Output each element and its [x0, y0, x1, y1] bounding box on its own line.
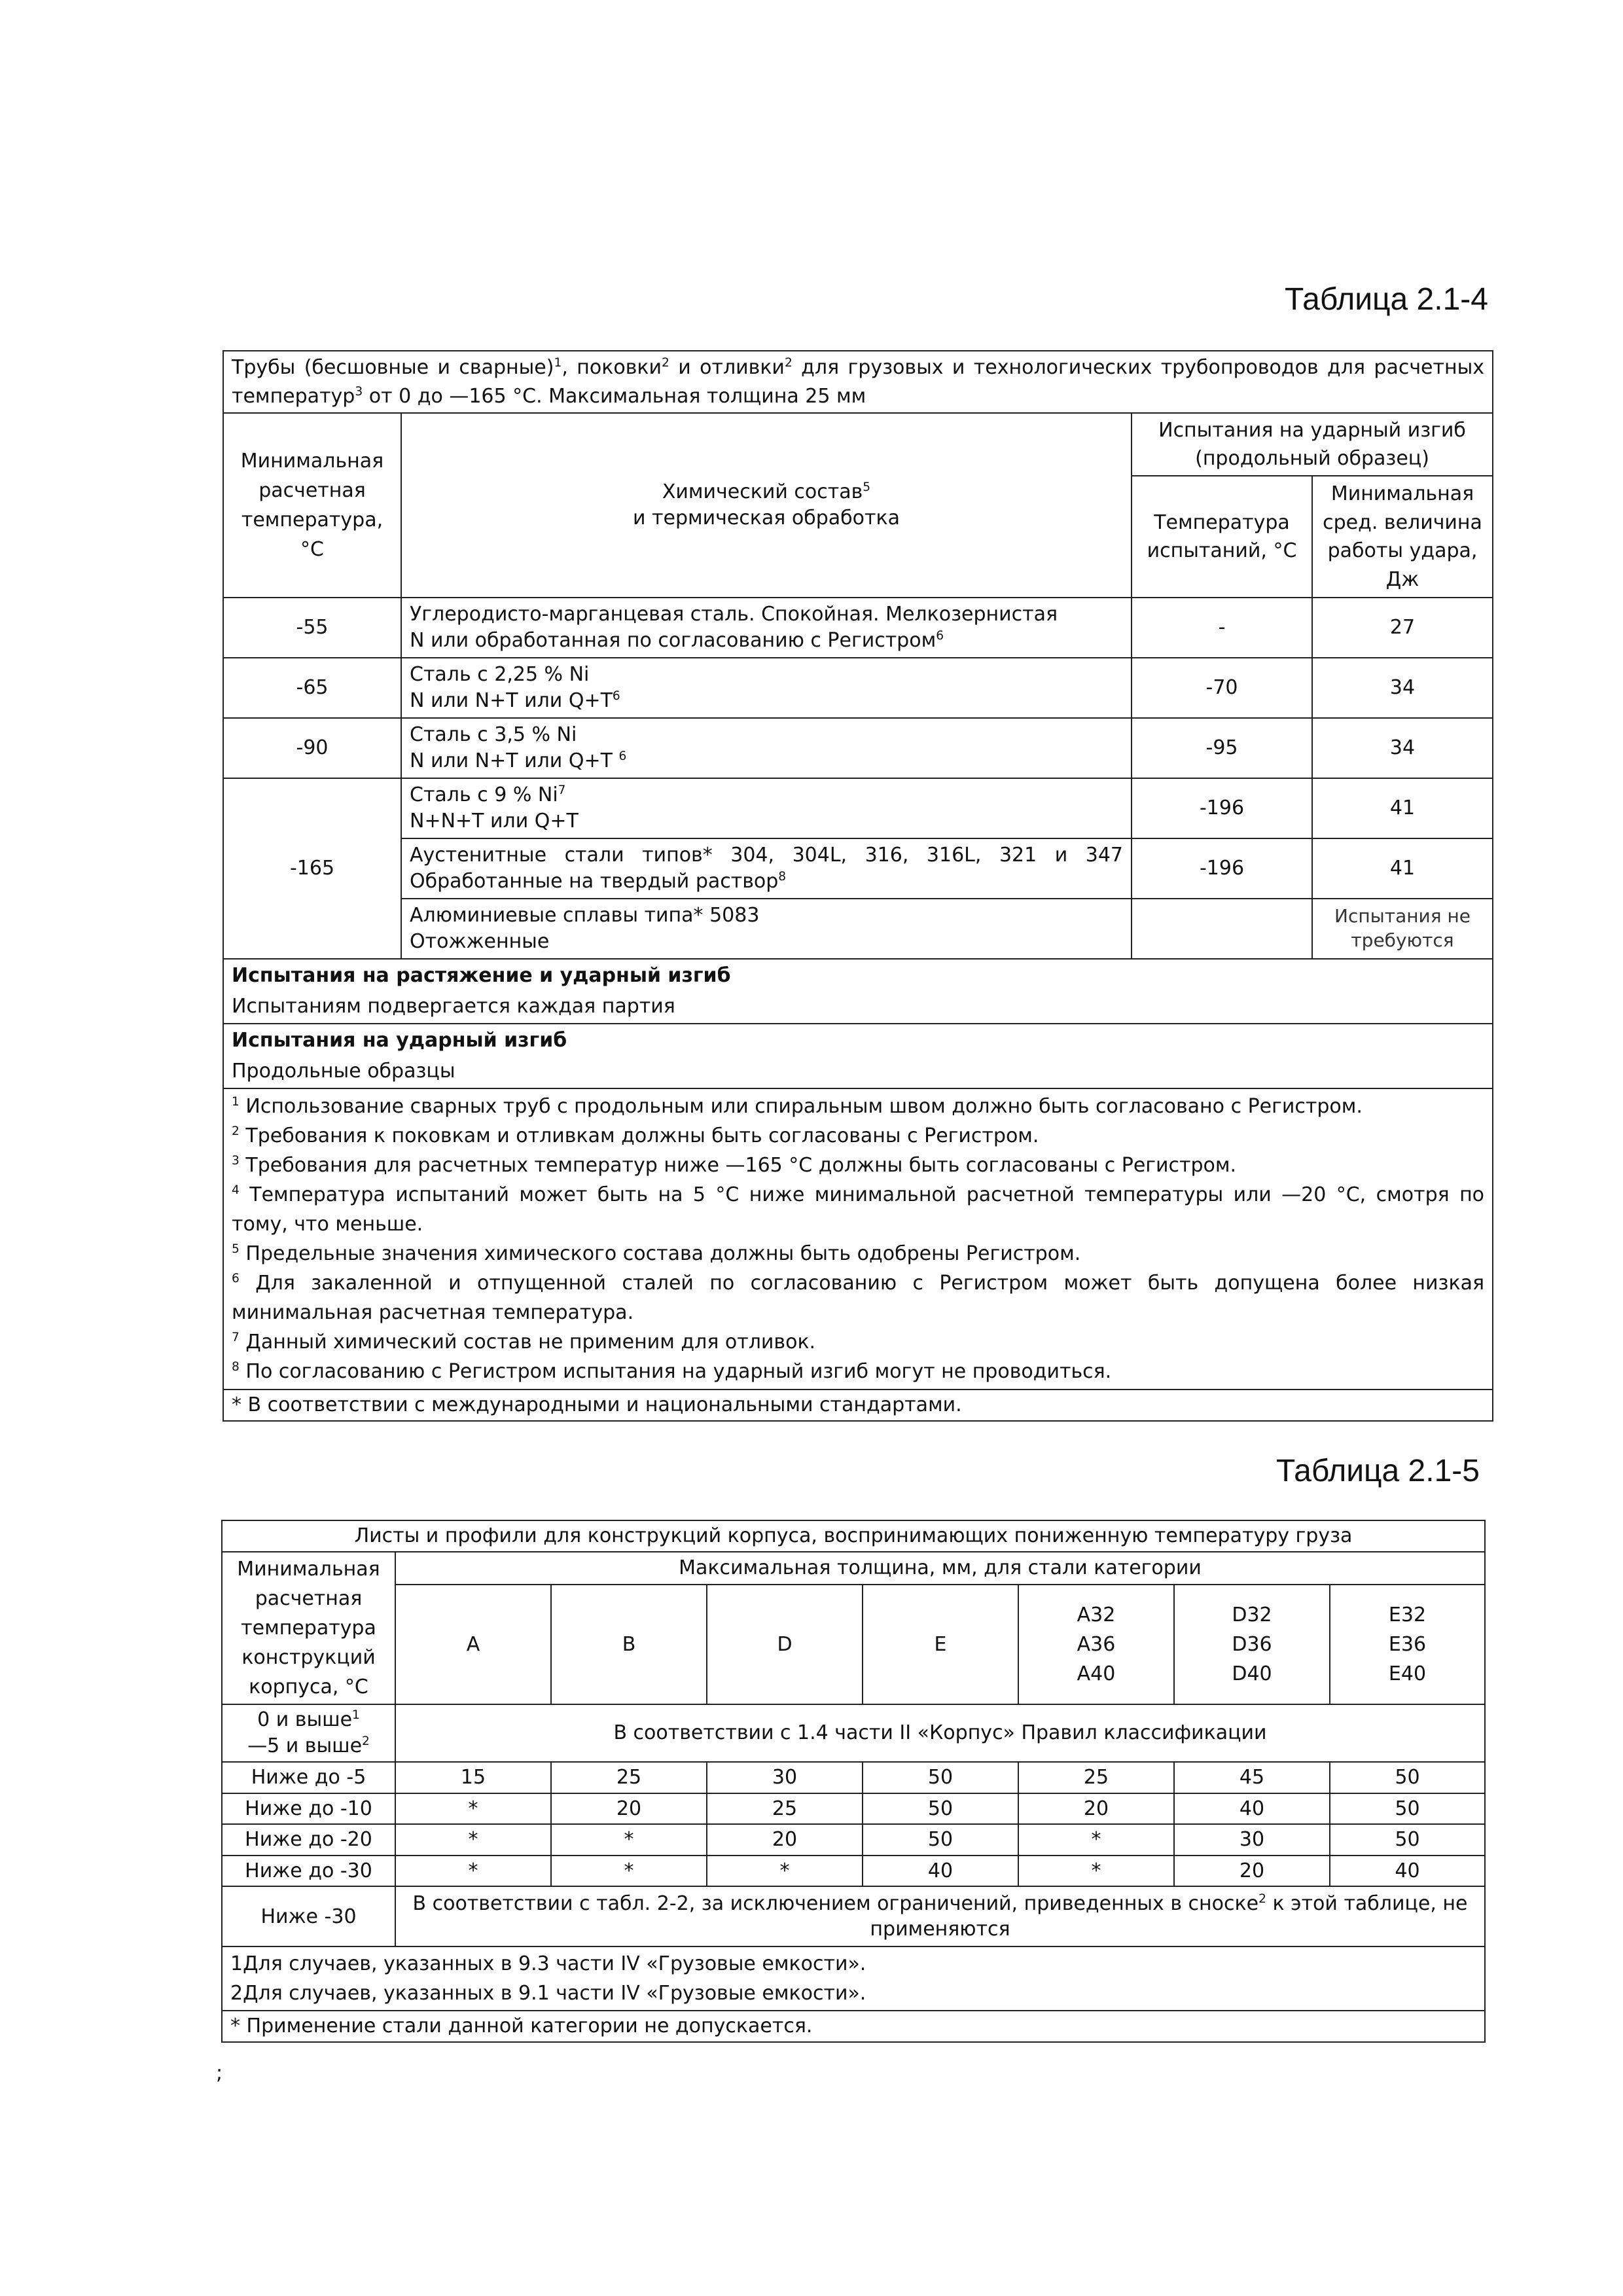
footnote: $^8$ По согласованию с Регистром испытания на ударный изгиб могут не проводиться.: [232, 1360, 1112, 1383]
star-note: * В соответствии с международными и национальными стандартами.: [223, 1390, 1493, 1421]
stray-mark: ;: [216, 2062, 223, 2085]
impact-header: Испытания на ударный изгиб (продольный образец): [1132, 413, 1493, 476]
test-temp-header: Температура испытаний, °С: [1132, 476, 1312, 598]
table-title-row: [223, 351, 1493, 413]
footnote: 2Для случаев, указанных в 9.1 части IV «Грузовые емкости».: [230, 1982, 866, 2005]
table-2-1-4: [223, 350, 1493, 1422]
table-2-1-5-caption: Таблица 2.1-5: [1276, 1454, 1480, 1488]
chem-header: Химический состав$^5$ и термическая обработка: [401, 413, 1132, 598]
footnote: $^6$ Для закаленной и отпущенной сталей по согласованию с Регистром может быть допущена более низкая минимальная расчетная температура.: [232, 1272, 1485, 1324]
table-row: Ниже до -10 * 20 25 50 20 40 50: [222, 1793, 1485, 1825]
footnote: $^4$ Температура испытаний может быть на 5 °С ниже минимальной расчетной температуры или —20 °С, смотря по тому, что меньше.: [232, 1183, 1485, 1236]
category-e32: E32 E36 E40: [1330, 1585, 1485, 1704]
table-row: Ниже до -5 15 25 30 50 25 45 50: [222, 1762, 1485, 1793]
thickness-header: Максимальная толщина, мм, для стали категории: [395, 1552, 1485, 1585]
footnote: $^2$ Требования к поковкам и отливкам должны быть согласованы с Регистром.: [232, 1124, 1039, 1147]
table-row: Ниже -30 В соответствии с табл. 2-2, за исключением ограничений, приведенных в сноске$^2$ к этой таблице, не применяются: [222, 1886, 1485, 1946]
footnote: 1Для случаев, указанных в 9.3 части IV «Грузовые емкости».: [230, 1952, 866, 1976]
table-title: Листы и профили для конструкций корпуса, воспринимающих пониженную температуру груза: [222, 1520, 1485, 1552]
footnote: $^1$ Использование сварных труб с продольным или спиральным швом должно быть согласовано с Регистром.: [232, 1095, 1363, 1118]
category-d: D: [707, 1585, 863, 1704]
table-row: -90 Сталь с 3,5 % Ni N или N+T или Q+T $^6$ -95 34: [223, 718, 1493, 778]
min-energy-header: Минимальная сред. величина работы удара, Дж: [1312, 476, 1493, 598]
table-2-1-5: [221, 1520, 1486, 2043]
header-row-1: [223, 413, 1493, 476]
star-note-row: [223, 1390, 1493, 1421]
footnotes-row: [222, 1946, 1485, 2011]
min-temp-header: Минимальная расчетная температура конструкций корпуса, °С: [222, 1552, 395, 1704]
category-a32: A32 A36 A40: [1018, 1585, 1174, 1704]
footnote: $^7$ Данный химический состав не применим для отливок.: [232, 1331, 816, 1354]
category-d32: D32 D36 D40: [1174, 1585, 1330, 1704]
table-2-1-4-caption: Таблица 2.1-4: [1285, 282, 1488, 317]
table-title-row: [222, 1520, 1485, 1552]
min-temp-header: Минимальная расчетная температура, °С: [223, 413, 401, 598]
header-row-2: [222, 1585, 1485, 1704]
table-row: 0 и выше$^1$ —5 и выше$^2$ В соответствии с 1.4 части II «Корпус» Правил классификации: [222, 1704, 1485, 1762]
footnote: $^5$ Предельные значения химического состава должны быть одобрены Регистром.: [232, 1242, 1081, 1265]
table-row: -55 Углеродисто-марганцевая сталь. Спокойная. Мелкозернистая N или обработанная по согласованию с Регистром$^6$ - 27: [223, 598, 1493, 658]
footnotes-row: [223, 1088, 1493, 1390]
table-row: Ниже до -30 * * * 40 * 20 40: [222, 1856, 1485, 1887]
section-title: Испытания на растяжение и ударный изгиб: [232, 964, 731, 987]
footnote: $^3$ Требования для расчетных температур ниже —165 °С должны быть согласованы с Регистром.: [232, 1154, 1237, 1177]
table-row: Аустенитные стали типов* 304, 304L, 316, 316L, 321 и 347 Обработанные на твердый раствор$^8$ -196 41: [223, 838, 1493, 899]
table-row: -65 Сталь с 2,25 % Ni N или N+T или $Q+T^6$ -70 34: [223, 658, 1493, 718]
table-title: Трубы (бесшовные и сварные)$^1$, поковки$^2$ и отливки$^2$ для грузовых и технологических трубопроводов для расчетных температур$^3$ от 0 до —165 °С. Максимальная толщина 25 мм: [223, 351, 1493, 413]
star-note-row: [222, 2011, 1485, 2042]
header-row-1: [222, 1552, 1485, 1585]
section-row: Испытания на растяжение и ударный изгиб Испытаниям подвергается каждая партия: [223, 959, 1493, 1024]
category-e: E: [863, 1585, 1018, 1704]
category-a: A: [395, 1585, 551, 1704]
table-row: Ниже до -20 * * 20 50 * 30 50: [222, 1824, 1485, 1856]
section-title: Испытания на ударный изгиб: [232, 1029, 567, 1052]
section-row: Испытания на ударный изгиб Продольные образцы: [223, 1024, 1493, 1088]
star-note: * Применение стали данной категории не допускается.: [222, 2011, 1485, 2042]
no-test-note: Испытания не требуются: [1312, 899, 1493, 959]
table-row: Алюминиевые сплавы типа* 5083 Отожженные Испытания не требуются: [223, 899, 1493, 959]
category-b: B: [551, 1585, 707, 1704]
table-row: -165 Сталь с 9 % Ni$^7$ N+N+T или Q+T -196 41: [223, 778, 1493, 838]
